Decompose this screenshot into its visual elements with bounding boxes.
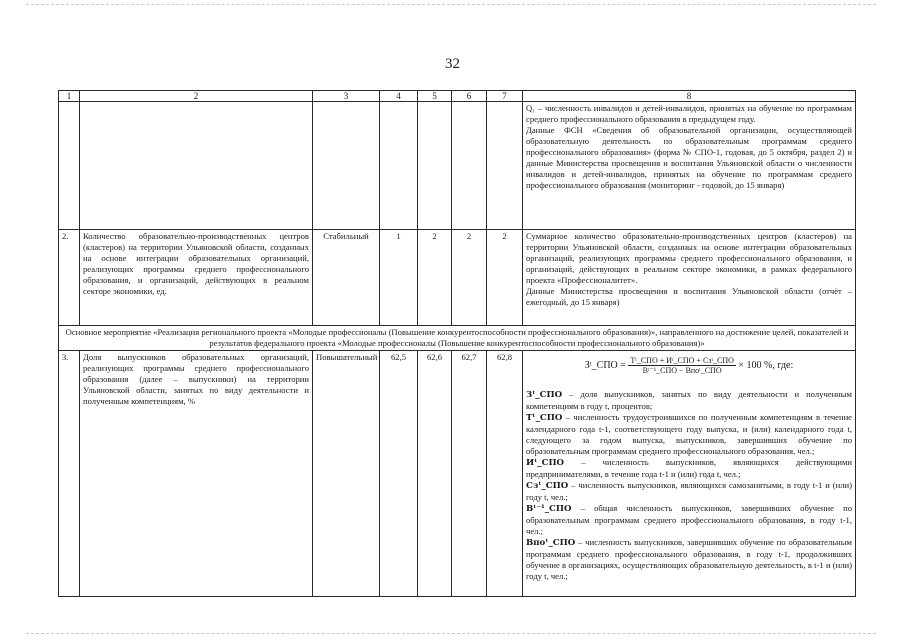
data-source-note: Данные ФСН «Сведения об образовательной организации, осуществляющей образовательную деятельность по образовательным программам среднего профессионального образования» (форма № СПО-1, годовая, до 5 октября, раздел 2) и данные Министерства просвещения и воспитания Ульяновской области о численности инвалидов и детей-инвалидов, принятых на обучение по программам среднего профессионального образования (мониторинг - годовой, до 15 января): [526, 125, 852, 190]
row-number: 2.: [59, 230, 80, 326]
value-year-4: 2: [487, 230, 523, 326]
calculation-formula: [526, 352, 852, 389]
row-number: 3.: [59, 351, 80, 597]
table-row-3: [59, 351, 856, 597]
formula-numerator: Тᵗ_СПО + Иᵗ_СПО + Сзᵗ_СПО: [630, 356, 734, 365]
variable-definition: Тᵗ_СПО – численность трудоустроившихся по полученным компетенциям в течение календарного года t-1, соответствующего году выпуска, и (или) календарного года t, следующего за годом выпуска, выпускников, завершивших обучение по образовательным программам среднего профессионального образования, чел.;: [526, 412, 852, 456]
scan-top-edge: [26, 4, 876, 5]
value-year-3: 62,7: [452, 351, 487, 597]
col-header-7: 7: [487, 91, 523, 102]
q1-definition: Q₁ – численность инвалидов и детей-инвалидов, принятых на обучение по программам среднего профессионального образования в предыдущем году.: [526, 103, 852, 124]
variable-definition: Вᵗ⁻¹_СПО – общая численность выпускников, завершивших обучение по образовательным программам среднего профессионального образования, в году t-1, чел.;: [526, 503, 852, 536]
methodology-cell: [523, 230, 856, 326]
main-activity-heading: Основное мероприятие «Реализация регионального проекта «Молодые профессионалы (Повышение конкурентоспособности профессионального образования)», направленного на достижение целей, показателей и результатов федерального проекта «Молодые профессионалы (Повышение конкурентоспособности профессионального образования)»: [59, 326, 856, 351]
indicator-description: Суммарное количество образовательно-производственных центров (кластеров) на территории Ульяновской области, созданных на основе интеграции образовательных организаций, реализующих программы среднего профессионального образования, и организаций, действующих в реальном секторе экономики, в рамках федерального проекта «Профессионалитет».: [526, 231, 852, 285]
methodology-cell: [523, 102, 856, 230]
trend-type: Стабильный: [313, 230, 380, 326]
trend-type: Повышательный: [313, 351, 380, 597]
col-header-5: 5: [418, 91, 452, 102]
col-header-3: 3: [313, 91, 380, 102]
variable-definition: Впоᵗ_СПО – численность выпускников, завершивших обучение по образовательным программам среднего профессионального образования, в году t-1, продолживших обучение в организациях, осуществляющих образовательную деятельность, в t-1 и (или) году t, чел.;: [526, 537, 852, 581]
data-source-note: Данные Министерства просвещения и воспитания Ульяновской области (отчёт – ежегодный, до 15 января): [526, 286, 852, 307]
variable-definition: Зᵗ_СПО – доля выпускников, занятых по виду деятельности и полученным компетенциям в году t, процентов;: [526, 389, 852, 411]
indicators-table: [58, 90, 856, 597]
table-row-continuation: [59, 102, 856, 230]
value-year-2: 2: [418, 230, 452, 326]
formula-denominator: Вᵗ⁻¹_СПО − Впоᵗ_СПО: [642, 366, 722, 375]
methodology-cell: [523, 351, 856, 597]
section-heading-row: [59, 326, 856, 351]
value-year-1: 1: [380, 230, 418, 326]
page-number: 32: [445, 56, 460, 72]
formula-lhs: Зᵗ_СПО =: [584, 359, 626, 371]
variable-definition: Сзᵗ_СПО – численность выпускников, являющихся самозанятыми, в году t-1 и (или) году t, чел.;: [526, 480, 852, 502]
formula-rhs: × 100 %, где:: [738, 359, 794, 371]
scan-bottom-edge: [26, 633, 876, 634]
value-year-2: 62,6: [418, 351, 452, 597]
value-year-3: 2: [452, 230, 487, 326]
value-year-4: 62,8: [487, 351, 523, 597]
variable-definition: Иᵗ_СПО – численность выпускников, являющихся действующими предпринимателями, в течение года t-1 и (или) года t, чел.;: [526, 457, 852, 479]
col-header-8: 8: [523, 91, 856, 102]
formula-fraction: [628, 356, 735, 375]
table-row-2: [59, 230, 856, 326]
value-year-1: 62,5: [380, 351, 418, 597]
col-header-4: 4: [380, 91, 418, 102]
col-header-2: 2: [80, 91, 313, 102]
column-number-row: [59, 91, 856, 102]
indicator-name: Доля выпускников образовательных организаций, реализующих программы среднего профессионального образования (далее – выпускники) на территории Ульяновской области, занятых по виду деятельности и полученным компетенциям, %: [80, 351, 313, 597]
col-header-1: 1: [59, 91, 80, 102]
indicator-name: Количество образовательно-производственных центров (кластеров) на территории Ульяновской области, созданных на основе интеграции образовательных организаций, реализующих программы среднего профессионального образования, и организаций, действующих в реальном секторе экономики, ед.: [80, 230, 313, 326]
col-header-6: 6: [452, 91, 487, 102]
